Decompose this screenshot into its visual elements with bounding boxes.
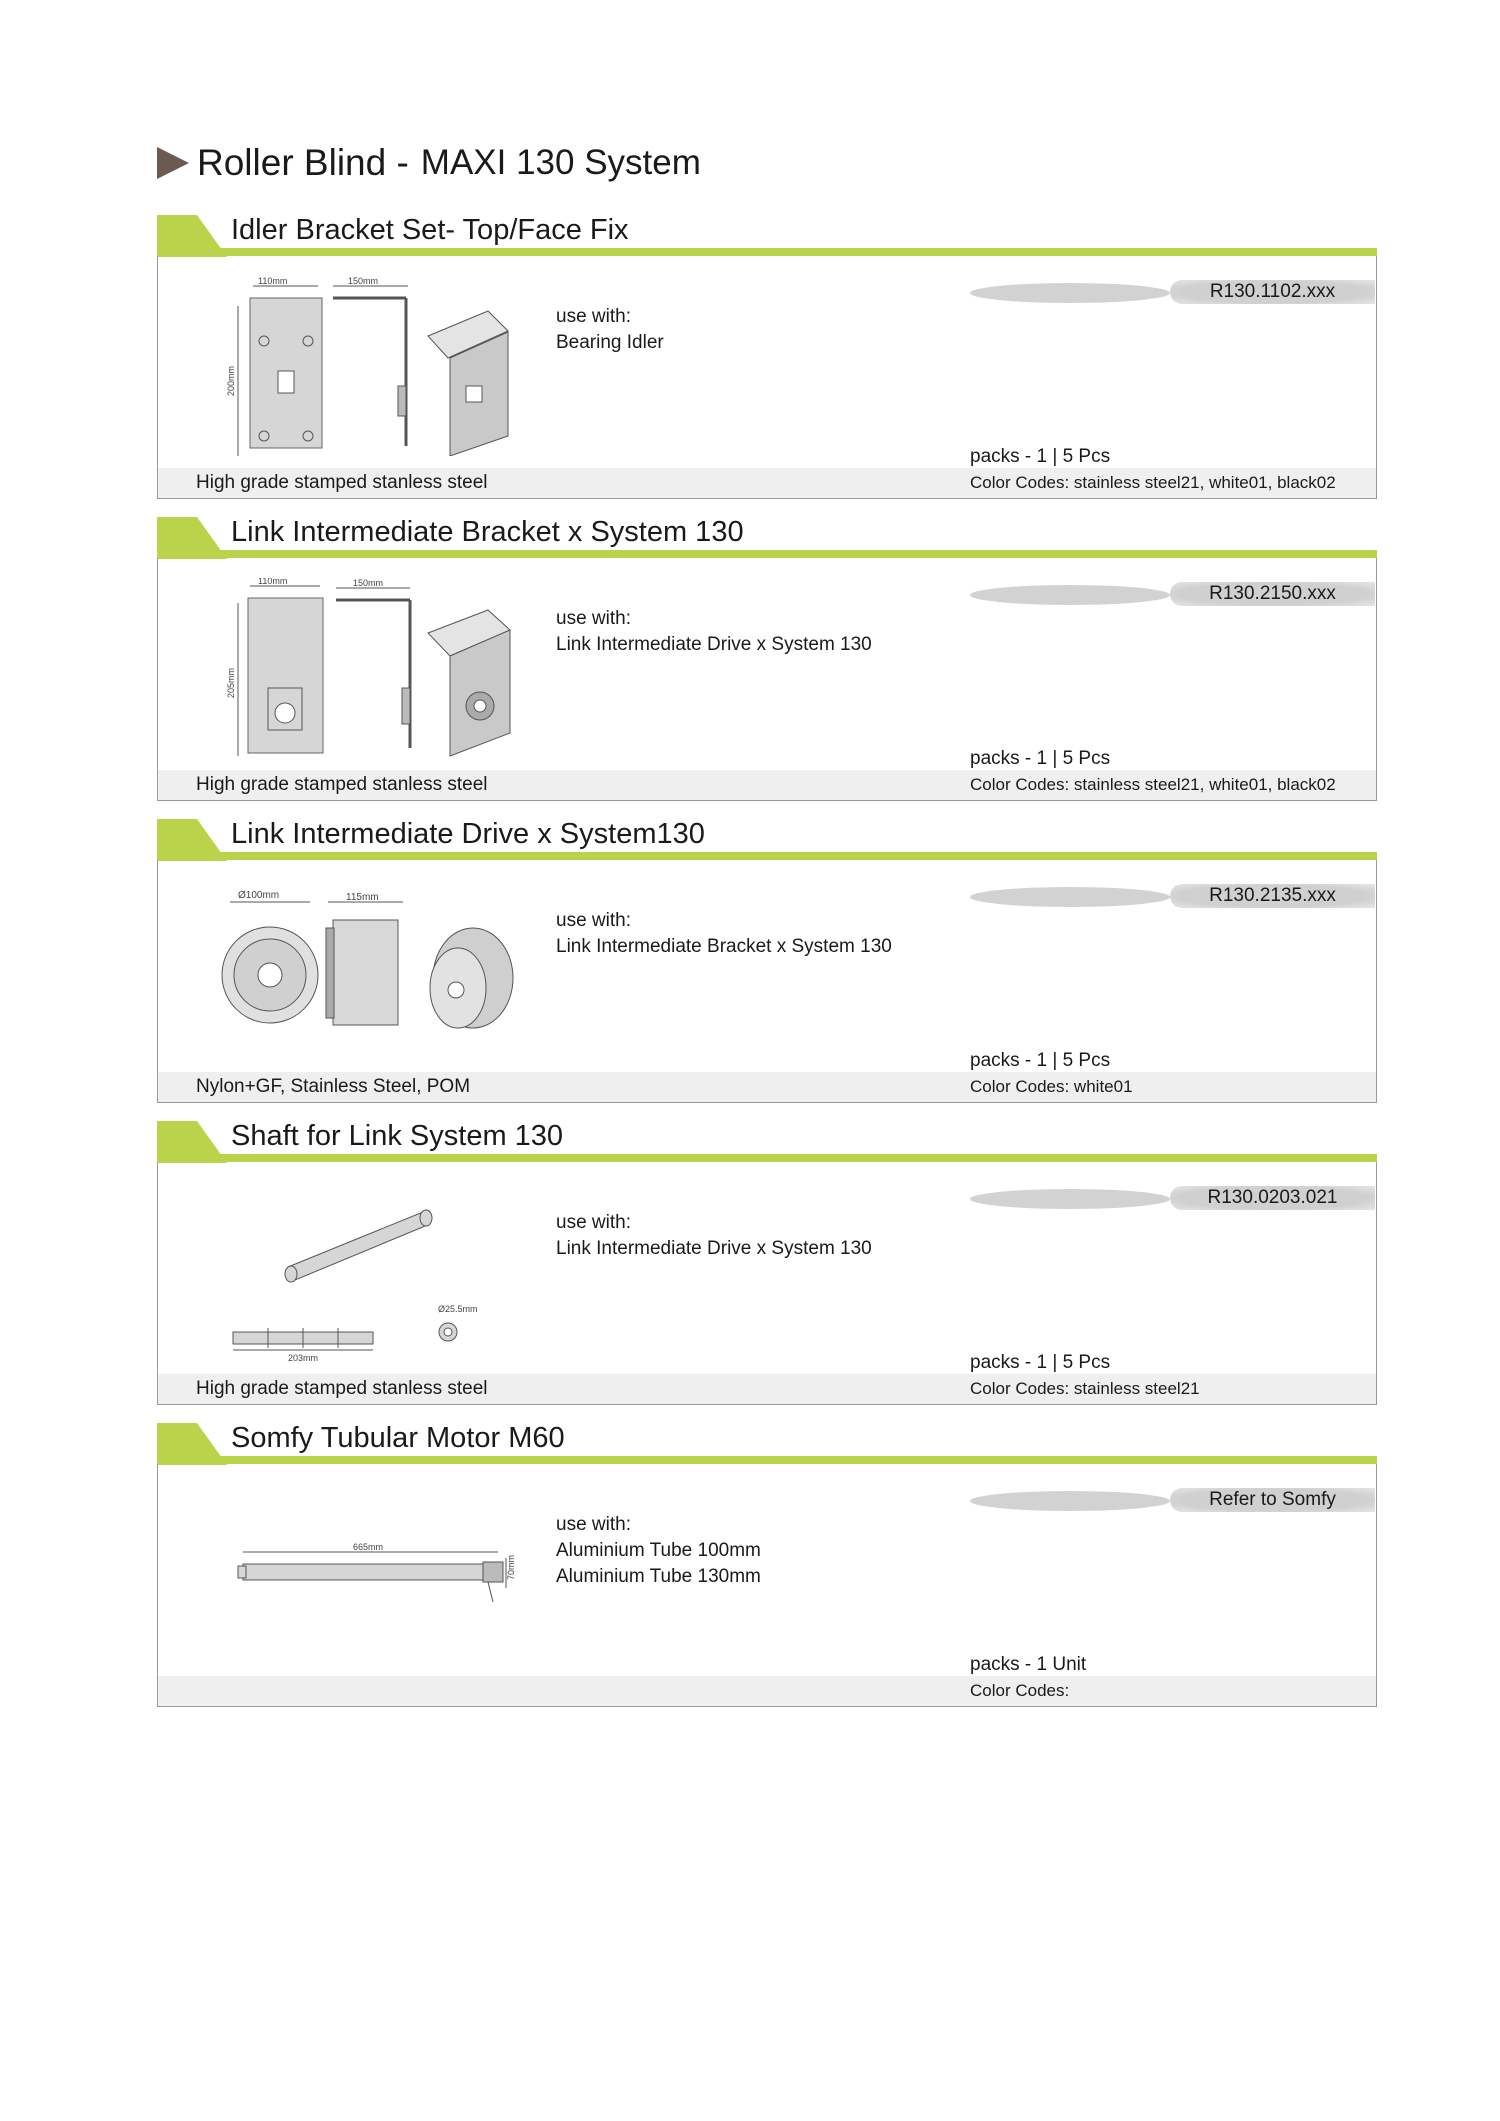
use-with-label: use with: bbox=[556, 306, 631, 327]
use-with-item: Link Intermediate Bracket x System 130 bbox=[556, 936, 892, 957]
dim-depth: 150mm bbox=[348, 276, 379, 286]
use-with-block bbox=[556, 1512, 761, 1590]
dim-depth: 150mm bbox=[353, 578, 384, 588]
use-with-item: Link Intermediate Drive x System 130 bbox=[556, 634, 872, 655]
packs-info: packs - 1 Unit bbox=[970, 1654, 1087, 1675]
triangle-arrow-icon bbox=[157, 147, 189, 179]
bracket-drawing bbox=[188, 276, 528, 456]
dim-diameter: Ø100mm bbox=[238, 890, 280, 901]
use-with-item: Aluminium Tube 130mm bbox=[556, 1566, 761, 1587]
product-section bbox=[157, 514, 1377, 801]
color-codes: Color Codes: white01 bbox=[970, 1077, 1133, 1096]
color-codes: Color Codes: stainless steel21, white01, black02 bbox=[970, 775, 1336, 794]
section-title: Shaft for Link System 130 bbox=[231, 1120, 564, 1152]
dim-diameter: Ø25.5mm bbox=[438, 1304, 478, 1314]
dim-width: 110mm bbox=[258, 276, 288, 286]
product-section bbox=[157, 212, 1377, 499]
section-title: Somfy Tubular Motor M60 bbox=[231, 1422, 565, 1454]
product-section bbox=[157, 1118, 1377, 1405]
section-header bbox=[157, 816, 1377, 860]
dim-length: 115mm bbox=[346, 892, 379, 903]
product-box bbox=[157, 1162, 1377, 1405]
title-main: Roller Blind - bbox=[197, 142, 409, 183]
dim-width: 110mm bbox=[258, 578, 288, 586]
dim-height: 205mm bbox=[226, 667, 236, 698]
section-footer bbox=[158, 468, 1376, 498]
shaft-drawing bbox=[188, 1182, 528, 1362]
page-title bbox=[157, 138, 701, 188]
section-rule bbox=[217, 1154, 1377, 1162]
packs-info: packs - 1 | 5 Pcs bbox=[970, 446, 1111, 467]
material: High grade stamped stanless steel bbox=[196, 472, 488, 493]
product-section bbox=[157, 816, 1377, 1103]
code-pill-decor bbox=[970, 585, 1170, 605]
dim-height: 200mm bbox=[226, 365, 236, 396]
drive-drawing bbox=[188, 880, 528, 1060]
section-rule bbox=[217, 852, 1377, 860]
code-pill-decor bbox=[970, 1491, 1170, 1511]
use-with-label: use with: bbox=[556, 1514, 631, 1535]
product-box bbox=[157, 256, 1377, 499]
section-header bbox=[157, 212, 1377, 256]
dim-length: 203mm bbox=[288, 1353, 319, 1362]
packs-info: packs - 1 | 5 Pcs bbox=[970, 1352, 1111, 1373]
product-box bbox=[157, 1464, 1377, 1707]
title-sub: MAXI 130 System bbox=[420, 143, 701, 182]
motor-drawing bbox=[188, 1484, 528, 1664]
color-codes: Color Codes: stainless steel21, white01, black02 bbox=[970, 473, 1336, 492]
packs-info: packs - 1 | 5 Pcs bbox=[970, 748, 1111, 769]
product-box bbox=[157, 558, 1377, 801]
section-rule bbox=[217, 248, 1377, 256]
product-code: R130.1102.xxx bbox=[1170, 280, 1375, 304]
code-pill-decor bbox=[970, 1189, 1170, 1209]
color-codes: Color Codes: bbox=[970, 1681, 1070, 1700]
section-header bbox=[157, 514, 1377, 558]
dim-height: 70mm bbox=[506, 1554, 516, 1580]
packs-info: packs - 1 | 5 Pcs bbox=[970, 1050, 1111, 1071]
product-box bbox=[157, 860, 1377, 1103]
code-pill-decor bbox=[970, 887, 1170, 907]
use-with-block bbox=[556, 304, 664, 356]
use-with-item: Link Intermediate Drive x System 130 bbox=[556, 1238, 872, 1259]
section-footer bbox=[158, 1072, 1376, 1102]
color-codes: Color Codes: stainless steel21 bbox=[970, 1379, 1200, 1398]
product-code: Refer to Somfy bbox=[1170, 1488, 1375, 1512]
product-code: R130.2135.xxx bbox=[1170, 884, 1375, 908]
section-footer bbox=[158, 1676, 1376, 1706]
section-rule bbox=[217, 550, 1377, 558]
use-with-label: use with: bbox=[556, 910, 631, 931]
use-with-block bbox=[556, 1210, 872, 1262]
product-code: R130.0203.021 bbox=[1170, 1186, 1375, 1210]
section-footer bbox=[158, 1374, 1376, 1404]
section-footer bbox=[158, 770, 1376, 800]
section-header bbox=[157, 1420, 1377, 1464]
use-with-item: Aluminium Tube 100mm bbox=[556, 1540, 761, 1561]
use-with-item: Bearing Idler bbox=[556, 332, 664, 353]
material: High grade stamped stanless steel bbox=[196, 1378, 488, 1399]
code-pill-decor bbox=[970, 283, 1170, 303]
section-rule bbox=[217, 1456, 1377, 1464]
material: High grade stamped stanless steel bbox=[196, 774, 488, 795]
section-title: Link Intermediate Bracket x System 130 bbox=[231, 516, 744, 548]
material: Nylon+GF, Stainless Steel, POM bbox=[196, 1076, 471, 1097]
dim-length: 665mm bbox=[353, 1542, 384, 1552]
bracket-drawing bbox=[188, 578, 528, 758]
product-section bbox=[157, 1420, 1377, 1707]
section-title: Idler Bracket Set- Top/Face Fix bbox=[231, 214, 629, 246]
use-with-label: use with: bbox=[556, 608, 631, 629]
section-header bbox=[157, 1118, 1377, 1162]
product-code: R130.2150.xxx bbox=[1170, 582, 1375, 606]
use-with-block bbox=[556, 606, 872, 658]
section-title: Link Intermediate Drive x System130 bbox=[231, 818, 705, 850]
use-with-label: use with: bbox=[556, 1212, 631, 1233]
use-with-block bbox=[556, 908, 892, 960]
